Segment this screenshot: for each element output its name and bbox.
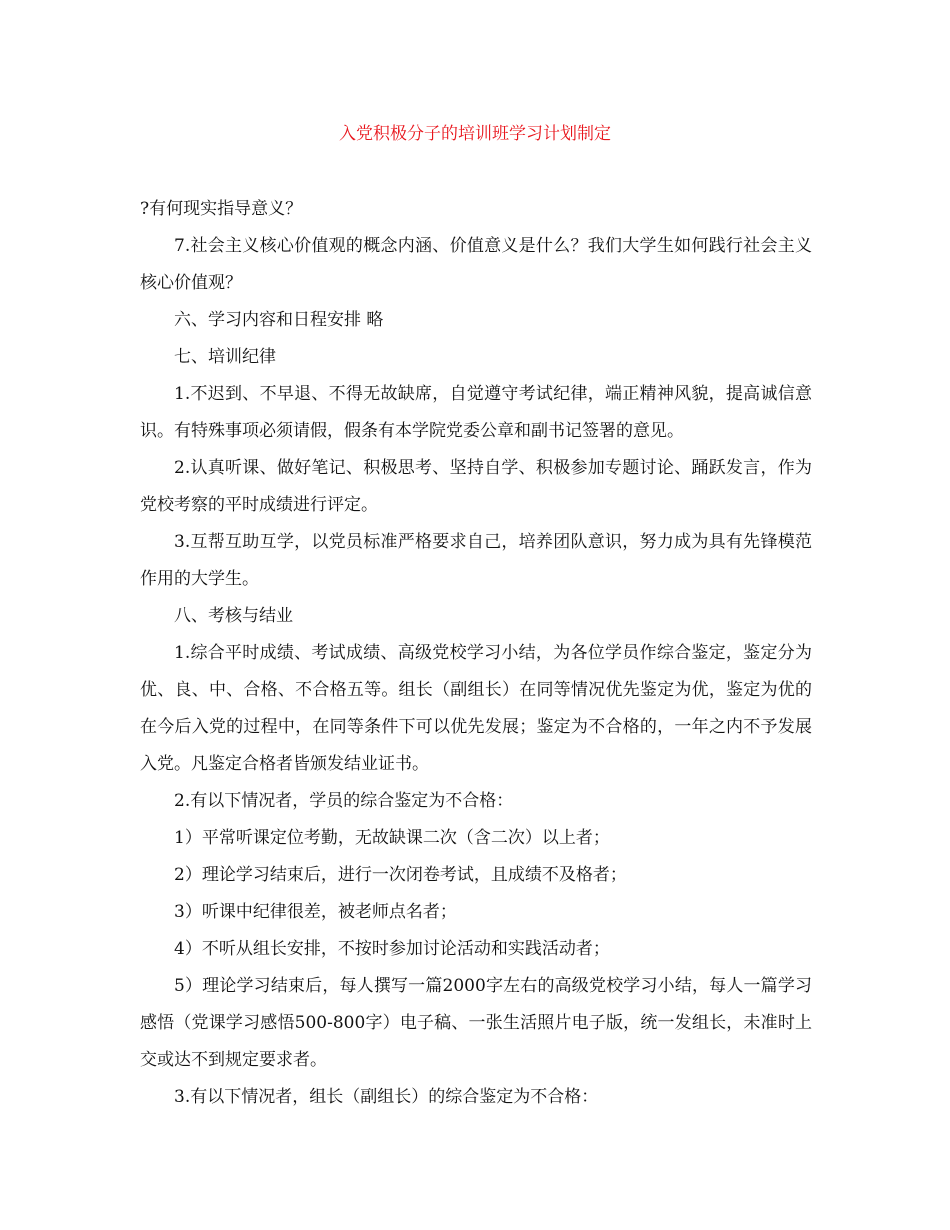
paragraph: 3.有以下情况者，组长（副组长）的综合鉴定为不合格：	[174, 1087, 599, 1107]
list-item: 5）理论学习结束后，每人撰写一篇2000字左右的高级党校学习小结，每人一篇学习感悟（党课学习感悟500-800字）电子稿、一张生活照片电子版，统一发组长，未准时上交或达不到规定要求者。	[140, 976, 812, 1070]
paragraph: 1.不迟到、不早退、不得无故缺席，自觉遵守考试纪律，端正精神风貌，提高诚信意识。有特殊事项必须请假，假条有本学院党委公章和副书记签署的意见。	[140, 384, 812, 441]
paragraph: 2.认真听课、做好笔记、积极思考、坚持自学、积极参加专题讨论、踊跃发言，作为党校考察的平时成绩进行评定。	[140, 458, 812, 515]
list-item: 4）不听从组长安排，不按时参加讨论活动和实践活动者；	[174, 939, 610, 959]
paragraph: 3.互帮互助互学，以党员标准严格要求自己，培养团队意识，努力成为具有先锋模范作用的大学生。	[140, 532, 812, 589]
section-heading: 七、培训纪律	[174, 347, 276, 367]
document-title: 入党积极分子的培训班学习计划制定	[339, 124, 611, 144]
list-item: 2）理论学习结束后，进行一次闭卷考试，且成绩不及格者；	[174, 865, 627, 885]
paragraph: 1.综合平时成绩、考试成绩、高级党校学习小结，为各位学员作综合鉴定，鉴定分为优、良、中、合格、不合格五等。组长（副组长）在同等情况优先鉴定为优，鉴定为优的在今后入党的过程中，在同等条件下可以优先发展；鉴定为不合格的，一年之内不予发展入党。凡鉴定合格者皆颁发结业证书。	[140, 643, 812, 774]
list-item: 1）平常听课定位考勤，无故缺课二次（含二次）以上者；	[174, 828, 610, 848]
paragraph: 2.有以下情况者，学员的综合鉴定为不合格：	[174, 791, 514, 811]
section-heading: 六、学习内容和日程安排 略	[174, 310, 384, 330]
paragraph: ?有何现实指导意义？	[140, 199, 303, 219]
list-item: 3）听课中纪律很差，被老师点名者；	[174, 902, 457, 922]
paragraph: 7.社会主义核心价值观的概念内涵、价值意义是什么？我们大学生如何践行社会主义核心价值观？	[140, 236, 812, 293]
section-heading: 八、考核与结业	[174, 606, 293, 626]
document-body	[140, 191, 812, 1116]
